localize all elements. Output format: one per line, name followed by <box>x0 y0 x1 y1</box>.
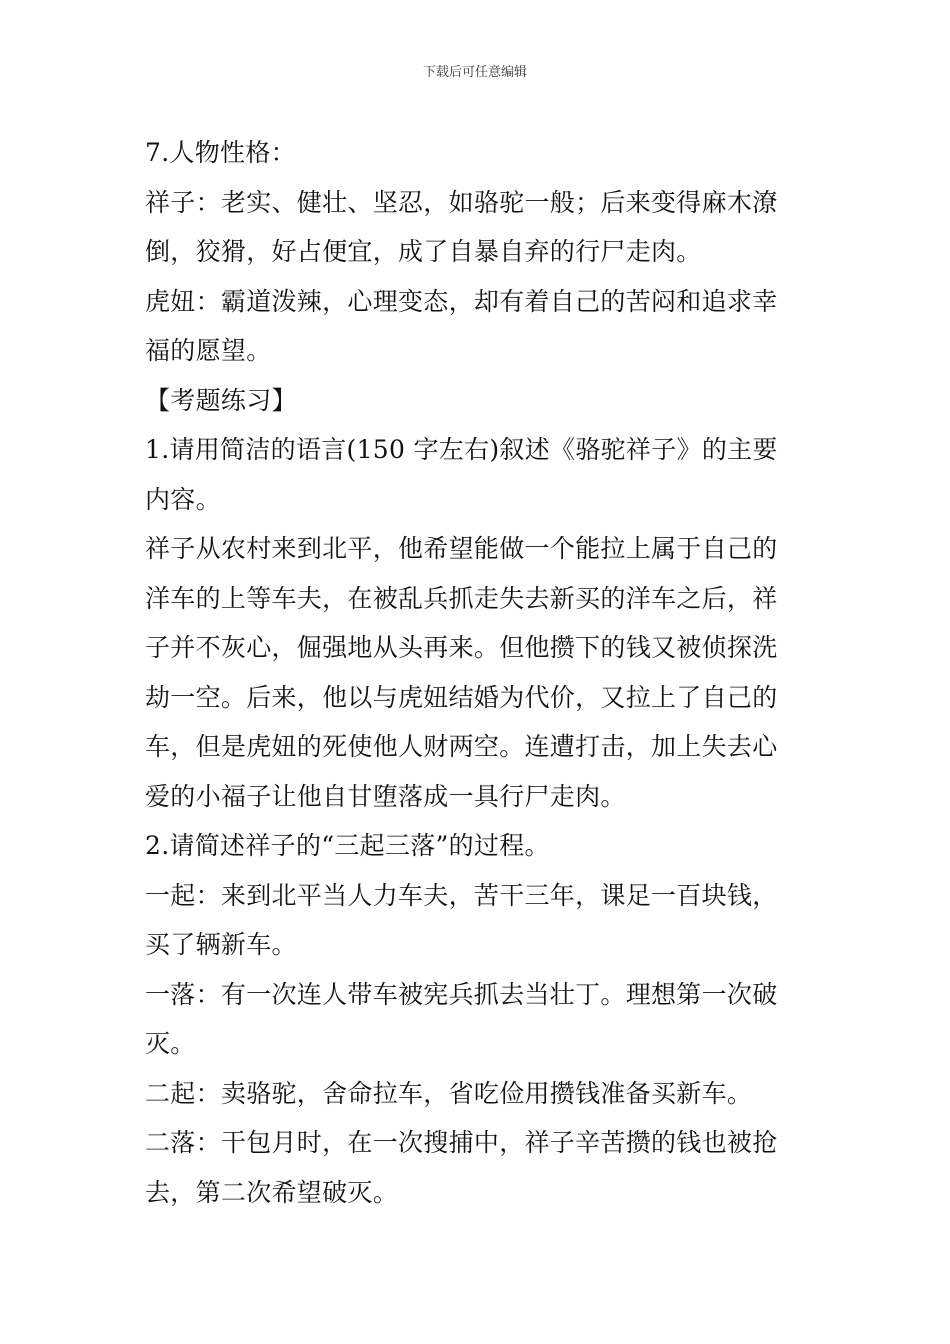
answer-line: 灭。 <box>145 1029 196 1058</box>
answer-line: 祥子从农村来到北平，他希望能做一个能拉上属于自己的 <box>145 534 778 563</box>
text-line: 倒，狡猾，好占便宜，成了自暴自弃的行尸走肉。 <box>145 237 702 266</box>
answer-line: 去，第二次希望破灭。 <box>145 1177 399 1207</box>
answer-line: 二起：卖骆驼，舍命拉车，省吃俭用攒钱准备买新车。 <box>145 1078 753 1108</box>
answer-line: 一落：有一次连人带车被宪兵抓去当壮丁。理想第一次破 <box>145 979 778 1009</box>
answer-line: 爱的小福子让他自甘堕落成一具行尸走肉。 <box>145 781 626 811</box>
section-heading-exercises: 【考题练习】 <box>145 385 297 415</box>
answer-line: 车，但是虎妞的死使他人财两空。连遭打击，加上失去心 <box>145 732 778 761</box>
answer-line: 洋车的上等车夫，在被乱兵抓走失去新买的洋车之后，祥 <box>145 583 778 613</box>
answer-line: 买了辆新车。 <box>145 930 297 959</box>
text-line: 内容。 <box>145 484 221 514</box>
text-line: 祥子：老实、健壮、坚忍，如骆驼一般；后来变得麻木潦 <box>145 187 778 217</box>
text-line: 福的愿望。 <box>145 336 272 365</box>
section-heading-character: 7.人物性格： <box>145 138 296 167</box>
answer-line: 子并不灰心，倔强地从头再来。但他攒下的钱又被侦探洗 <box>145 633 778 662</box>
answer-line: 劫一空。后来，他以与虎妞结婚为代价，又拉上了自己的 <box>145 682 778 712</box>
document-body <box>145 128 810 1217</box>
answer-line: 二落：干包月时，在一次搜捕中，祥子辛苦攒的钱也被抢 <box>145 1128 778 1157</box>
answer-line: 一起：来到北平当人力车夫，苦干三年，课足一百块钱， <box>145 880 778 910</box>
question-2: 2.请简述祥子的“三起三落”的过程。 <box>145 831 550 860</box>
text-line: 虎妞：霸道泼辣，心理变态，却有着自己的苦闷和追求幸 <box>145 286 778 316</box>
page-header: 下载后可任意编辑 <box>422 65 527 80</box>
question-1: 1.请用简洁的语言(150 字左右)叙述《骆驼祥子》的主要 <box>145 435 778 464</box>
